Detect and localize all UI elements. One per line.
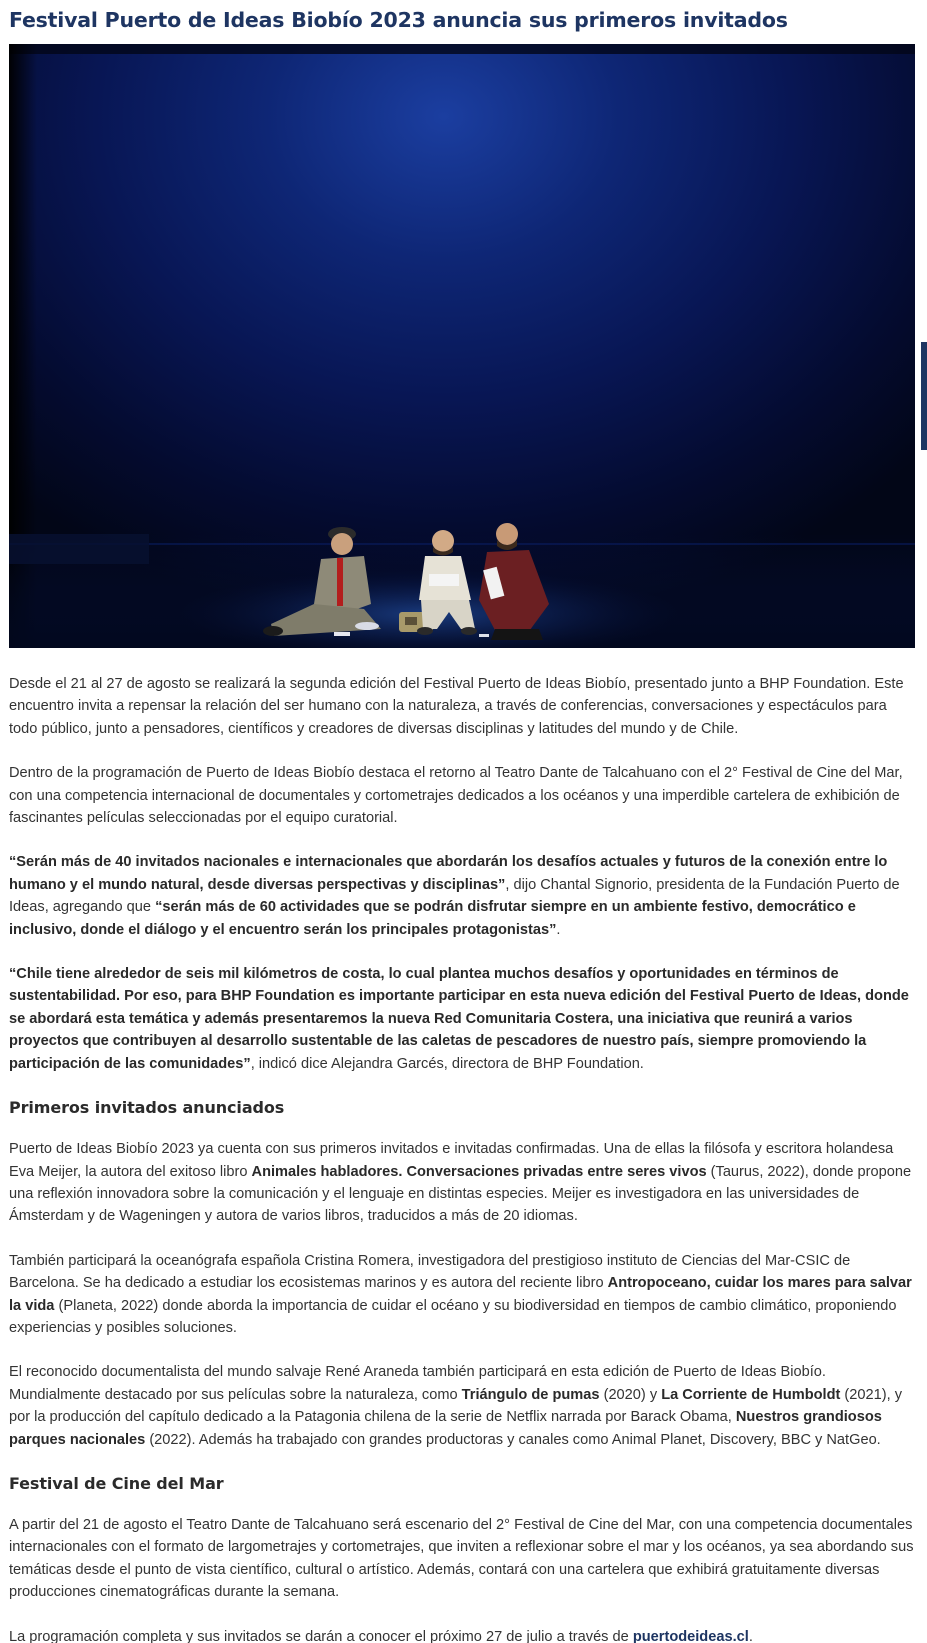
article-body (9, 673, 915, 1643)
meijer-text-a: Puerto de Ideas Biobío 2023 ya cuenta con sus primeros invitados e invitadas confirmadas. Una de ellas la filósofa y escritora holandesa Eva Meijer, la autora del exitoso libro (9, 1141, 894, 1180)
section-heading-invitados: Primeros invitados anunciados (9, 1098, 285, 1118)
quote-attribution: , dijo Chantal Signorio, presidenta de la Fundación Puerto de Ideas, agregando que (9, 876, 900, 916)
paragraph-romera (9, 1250, 915, 1340)
quote-end: . (556, 921, 561, 938)
paragraph-meijer (9, 1138, 915, 1228)
hero-image (9, 44, 915, 648)
araneda-text-c: (2021), y por la producción del capítulo dedicado a la Patagonia chilena de la serie de Netflix narrada por Barack Obama, (9, 1386, 903, 1426)
puertodeideas-link[interactable]: puertodeideas.cl (632, 1628, 749, 1643)
quote-invitados: “Serán más de 40 invitados nacionales e internacionales que abordarán los desafíos actuales y futuros de la conexión entre lo humano y el mundo natural, desde diversas perspectivas y disciplinas” (9, 854, 888, 893)
araneda-text-b: (2020) y (599, 1386, 662, 1403)
programacion-text: La programación completa y sus invitados se darán a conocer el próximo 27 de julio a través de (9, 1628, 633, 1643)
article (9, 0, 915, 1643)
article-title: Festival Puerto de Ideas Biobío 2023 anuncia sus primeros invitados (9, 8, 788, 32)
meijer-text-b: (Taurus, 2022), donde propone una reflexión innovadora sobre la comunicación y el lenguaje en distintas especies. Meijer es investigadora en las universidades de Ámsterdam y de Wageningen y autora de varios libros, traducidos a más de 20 idiomas. (9, 1163, 912, 1225)
paragraph-intro: Desde el 21 al 27 de agosto se realizará la segunda edición del Festival Puerto de Ideas Biobío, presentado junto a BHP Foundation. Este encuentro invita a repensar la relación del ser humano con la naturaleza, a través de conferencias, conversaciones y espectáculos para todo público, junto a pensadores, científicos y creadores de diversas disciplinas y latitudes del mundo y de Chile. (9, 676, 904, 737)
paragraph-quote-garces (9, 963, 915, 1075)
romera-text-a: También participará la oceanógrafa española Cristina Romera, investigadora del prestigioso instituto de Ciencias del Mar-CSIC de Barcelona. Se ha dedicado a estudiar los ecosistemas marinos y es autora del reciente libro (9, 1252, 851, 1292)
paragraph-programacion (9, 1626, 915, 1643)
film-corriente-humboldt: La Corriente de Humboldt (661, 1386, 841, 1403)
book-animales-habladores: Animales habladores. Conversaciones privadas entre seres vivos (251, 1163, 707, 1180)
quote-bhp-attribution: , indicó dice Alejandra Garcés, directora de BHP Foundation. (250, 1055, 644, 1072)
araneda-text-d: (2022). Además ha trabajado con grandes productoras y canales como Animal Planet, Discovery, BBC y NatGeo. (145, 1431, 881, 1448)
paragraph-araneda (9, 1361, 915, 1451)
programacion-end: . (748, 1628, 753, 1643)
film-triangulo-de-pumas: Triángulo de pumas (461, 1386, 600, 1403)
section-heading-cine: Festival de Cine del Mar (9, 1473, 224, 1493)
book-antropoceano: Antropoceano, cuidar los mares para salvar la vida (9, 1275, 912, 1314)
film-parques-nacionales: Nuestros grandiosos parques nacionales (9, 1409, 882, 1448)
quote-actividades: “serán más de 60 actividades que se podrán disfrutar siempre en un ambiente festivo, democrático e inclusivo, donde el diálogo y el encuentro serán los principales protagonistas” (9, 899, 856, 938)
paragraph-quote-signorio (9, 851, 915, 941)
paragraph-cine: A partir del 21 de agosto el Teatro Dante de Talcahuano será escenario del 2° Festival de Cine del Mar, con una competencia documentales internacionales con el formato de largometrajes y cortometrajes, que inviten a reflexionar sobre el mar y los océanos, ya sea abordando sus temáticas desde el punto de vista científico, cultural o artístico. Además, contará con una cartelera que exhibirá gratuitamente diversas producciones cinematográficas durante la semana. (9, 1516, 914, 1601)
quote-bhp: “Chile tiene alrededor de seis mil kilómetros de costa, lo cual plantea muchos desafíos y oportunidades en términos de sustentabilidad. Por eso, para BHP Foundation es importante participar en esta nueva edición del Festival Puerto de Ideas, donde se abordará esta temática y además presentaremos la nueva Red Comunitaria Costera, una iniciativa que reunirá a varios proyectos que contribuyen al desarrollo sustentable de las caletas de pescadores de nuestro país, siempre promoviendo la participación de las comunidades” (9, 966, 909, 1072)
araneda-text-a: El reconocido documentalista del mundo salvaje René Araneda también participará en esta edición de Puerto de Ideas Biobío. Mundialmente destacado por sus películas sobre la naturaleza, como (9, 1364, 826, 1403)
paragraph-program: Dentro de la programación de Puerto de Ideas Biobío destaca el retorno al Teatro Dante de Talcahuano con el 2° Festival de Cine del Mar, con una competencia internacional de documentales y cortometrajes dedicados a los océanos y una imperdible cartelera de exhibición de fascinantes películas seleccionadas por el equipo curatorial. (9, 765, 903, 827)
scroll-indicator[interactable] (921, 342, 927, 450)
stage-photo (9, 44, 915, 648)
romera-text-b: (Planeta, 2022) donde aborda la importancia de cuidar el océano y su biodiversidad en tiempos de cambio climático, proponiendo experiencias y posibles soluciones. (9, 1297, 897, 1336)
